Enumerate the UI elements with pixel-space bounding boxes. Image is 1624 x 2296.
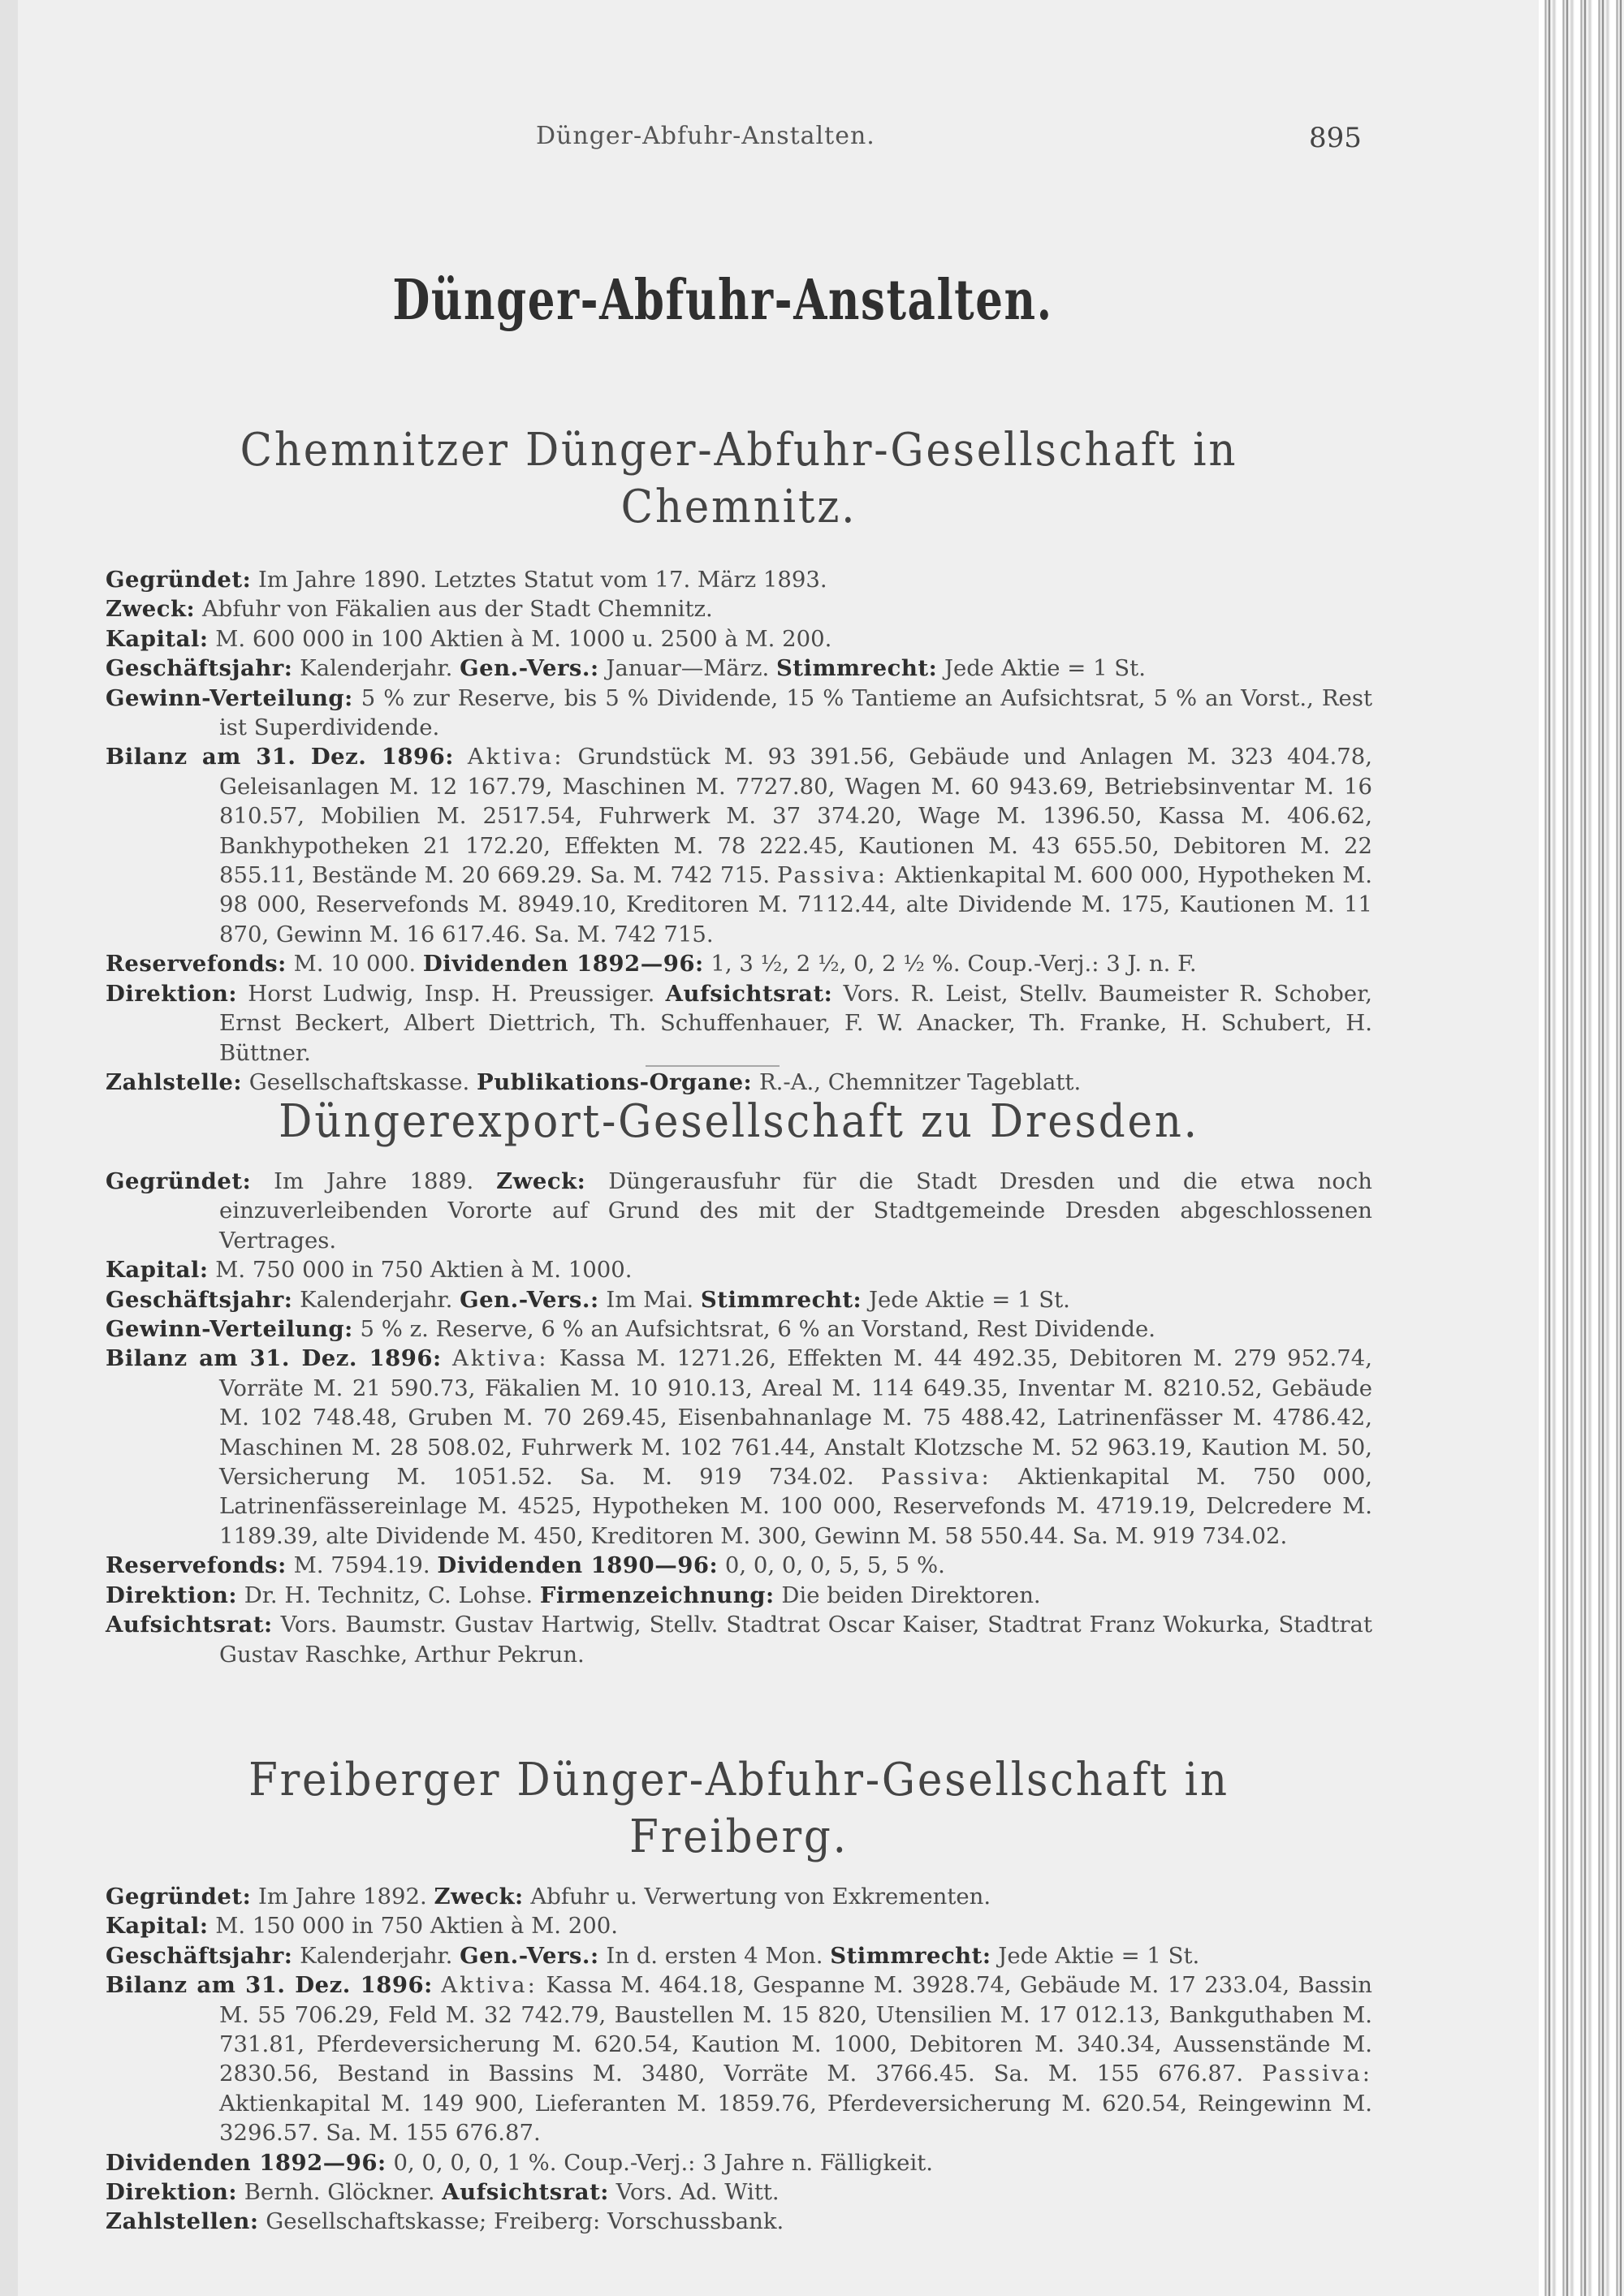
value-profit-distribution: 5 % zur Reserve, bis 5 % Dividende, 15 % Tantieme an Aufsichtsrat, 5 % an Vorst., Rest ist Superdividende. <box>219 684 1372 741</box>
value-paying-agent: Gesellschaftskasse. <box>242 1068 477 1095</box>
value-dividends: 1, 3 ½, 2 ½, 0, 2 ½ %. Coup.-Verj.: 3 J. n. F. <box>703 951 1197 978</box>
label-founded: Gegründet: <box>106 1884 252 1910</box>
book-spine-edge <box>1539 0 1624 2296</box>
value-purpose: Abfuhr von Fäkalien aus der Stadt Chemnitz. <box>195 596 713 623</box>
label-supervisory-board: Aufsichtsrat: <box>106 1612 273 1638</box>
value-management: Horst Ludwig, Insp. H. Preussiger. <box>236 980 666 1007</box>
label-reserve: Reservefonds: <box>106 951 287 978</box>
value-liabilities: Aktienkapital M. 750 000, Latrinenfässereinlage M. 4525, Hypotheken M. 100 000, Reservefonds M. 4719.19, Delcredere M. 1189.39, alte Dividende M. 450, Kreditoren M. 300, Gewinn M. 58 550.44. Sa. M. 919 734.02. <box>219 1464 1373 1549</box>
value-profit-distribution: 5 % z. Reserve, 6 % an Aufsichtsrat, 6 % an Vorstand, Rest Dividende. <box>352 1316 1155 1343</box>
label-liabilities: Passiva: <box>777 862 888 889</box>
label-balance: Bilanz am 31. Dez. 1896: <box>106 1972 433 1999</box>
entry-dividends <box>106 2148 1372 2177</box>
running-title: Dünger-Abfuhr-Anstalten. <box>536 122 875 150</box>
label-purpose: Zweck: <box>496 1168 586 1194</box>
entry-reserve <box>106 1551 1372 1580</box>
value-management: Dr. H. Technitz, C. Lohse. <box>236 1582 540 1608</box>
label-management: Direktion: <box>106 2179 237 2206</box>
label-profit-distribution: Gewinn-Verteilung: <box>106 684 353 711</box>
value-dividends: 0, 0, 0, 0, 5, 5, 5 %. <box>718 1552 945 1579</box>
value-publications: R.-A., Chemnitzer Tageblatt. <box>752 1068 1082 1095</box>
value-reserve: M. 7594.19. <box>286 1552 438 1579</box>
label-capital: Kapital: <box>106 1257 209 1284</box>
label-dividends: Dividenden 1892—96: <box>422 951 704 978</box>
label-founded: Gegründet: <box>106 567 252 593</box>
label-fiscal-year: Geschäftsjahr: <box>106 1286 293 1313</box>
label-signature: Firmenzeichnung: <box>539 1582 775 1608</box>
entry-profit-distribution <box>106 684 1372 743</box>
value-founded: Im Jahre 1892. <box>251 1884 434 1910</box>
label-general-meeting: Gen.-Vers.: <box>460 1942 599 1969</box>
value-capital: M. 150 000 in 750 Aktien à M. 200. <box>208 1913 618 1940</box>
value-capital: M. 600 000 in 100 Aktien à M. 1000 u. 2500 à M. 200. <box>208 625 832 652</box>
label-liabilities: Passiva: <box>880 1464 991 1491</box>
value-general-meeting: Im Mai. <box>598 1286 701 1313</box>
value-supervisory-board: Vors. R. Leist, Stellv. Baumeister R. Schober, Ernst Beckert, Albert Diettrich, Th. Schuffenhauer, F. W. Anacker, Th. Franke, H. Schubert, H. Büttner. <box>219 980 1372 1066</box>
label-balance: Bilanz am 31. Dez. 1896: <box>106 1345 442 1372</box>
company-entry-chemnitz <box>106 422 1372 1097</box>
label-fiscal-year: Geschäftsjahr: <box>106 1942 293 1969</box>
label-profit-distribution: Gewinn-Verteilung: <box>106 1316 353 1343</box>
entry-founded <box>106 1167 1373 1255</box>
value-general-meeting: Januar—März. <box>598 655 776 682</box>
value-capital: M. 750 000 in 750 Aktien à M. 1000. <box>208 1257 633 1284</box>
label-purpose: Zweck: <box>434 1884 524 1910</box>
value-founded: Im Jahre 1889. <box>251 1168 497 1194</box>
page-left-edge <box>0 0 18 2296</box>
entry-profit-distribution <box>106 1314 1372 1344</box>
section-divider <box>646 1065 780 1067</box>
label-supervisory-board: Aufsichtsrat: <box>665 980 833 1007</box>
value-fiscal-year: Kalenderjahr. <box>292 1286 460 1313</box>
entry-balance <box>106 742 1372 949</box>
entry-capital <box>106 624 1372 654</box>
entry-founded <box>106 565 1372 594</box>
label-management: Direktion: <box>106 980 237 1007</box>
value-dividends: 0, 0, 0, 0, 1 %. Coup.-Verj.: 3 Jahre n. Fälligkeit. <box>386 2149 934 2176</box>
entry-reserve <box>106 949 1372 978</box>
label-founded: Gegründet: <box>106 1168 252 1194</box>
value-supervisory-board: Vors. Baumstr. Gustav Hartwig, Stellv. Stadtrat Oscar Kaiser, Stadtrat Franz Wokurka, Stadtrat Gustav Raschke, Arthur Pekrun. <box>219 1612 1372 1668</box>
entry-fiscal-year <box>106 1285 1372 1314</box>
label-dividends: Dividenden 1890—96: <box>437 1552 719 1579</box>
company-details <box>106 1167 1372 1669</box>
value-liabilities: Aktienkapital M. 600 000, Hypotheken M. 98 000, Reservefonds M. 8949.10, Kreditoren M. 7112.44, alte Dividende M. 175, Kautionen M. 11 870, Gewinn M. 16 617.46. Sa. M. 742 715. <box>219 862 1372 947</box>
entry-purpose <box>106 594 1372 624</box>
label-publications: Publikations-Organe: <box>477 1068 753 1095</box>
company-entry-dresden <box>106 1094 1372 1669</box>
company-details <box>106 565 1372 1097</box>
entry-fiscal-year <box>106 1941 1372 1970</box>
company-title: Freiberger Dünger-Abfuhr-Gesellschaft in Freiberg. <box>248 1754 1229 1863</box>
value-voting: Jede Aktie = 1 St. <box>991 1942 1200 1969</box>
label-paying-agents: Zahlstellen: <box>106 2208 259 2235</box>
company-title: Düngerexport-Gesellschaft zu Dresden. <box>279 1095 1199 1148</box>
page-number: 895 <box>1309 122 1362 154</box>
label-liabilities: Passiva: <box>1262 2061 1372 2087</box>
label-management: Direktion: <box>106 1582 237 1608</box>
label-purpose: Zweck: <box>106 596 196 623</box>
value-reserve: M. 10 000. <box>286 951 423 978</box>
entry-capital <box>106 1255 1372 1284</box>
company-entry-freiberg <box>106 1752 1372 2237</box>
label-capital: Kapital: <box>106 625 209 652</box>
value-assets: Grundstück M. 93 391.56, Gebäude und Anlagen M. 323 404.78, Geleisanlagen M. 12 167.79, Maschinen M. 7727.80, Wagen M. 60 943.69, Betriebsinventar M. 16 810.57, Mobilien M. 2517.54, Fuhrwerk M. 37 374.20, Wage M. 1396.50, Kassa M. 406.62, Bankhypotheken 21 172.20, Effekten M. 78 222.45, Kautionen M. 43 655.50, Debitoren M. 22 855.11, Bestände M. 20 669.29. Sa. M. 742 715. <box>219 744 1372 889</box>
entry-paying-agent <box>106 1068 1372 1097</box>
value-purpose: Abfuhr u. Verwertung von Exkrementen. <box>523 1884 991 1910</box>
label-capital: Kapital: <box>106 1913 209 1940</box>
value-paying-agents: Gesellschaftskasse; Freiberg: Vorschussbank. <box>258 2208 784 2235</box>
label-reserve: Reservefonds: <box>106 1552 287 1579</box>
label-supervisory-board: Aufsichtsrat: <box>442 2179 609 2206</box>
entry-management <box>106 2177 1372 2207</box>
entry-fiscal-year <box>106 654 1372 683</box>
section-title: Dünger-Abfuhr-Anstalten. <box>392 268 1053 333</box>
label-voting: Stimmrecht: <box>830 1942 991 1969</box>
label-general-meeting: Gen.-Vers.: <box>460 1286 599 1313</box>
entry-management <box>106 1581 1372 1610</box>
label-dividends: Dividenden 1892—96: <box>106 2149 387 2176</box>
value-liabilities: Aktienkapital M. 149 900, Lieferanten M. 1859.76, Pferdeversicherung M. 620.54, Reingewinn M. 3296.57. Sa. M. 155 676.87. <box>219 2090 1372 2147</box>
value-voting: Jede Aktie = 1 St. <box>937 655 1146 682</box>
entry-balance <box>106 1970 1372 2147</box>
entry-supervisory-board <box>106 1610 1372 1669</box>
value-signature: Die beiden Direktoren. <box>774 1582 1041 1608</box>
entry-paying-agents <box>106 2207 1372 2236</box>
value-voting: Jede Aktie = 1 St. <box>862 1286 1070 1313</box>
label-paying-agent: Zahlstelle: <box>106 1068 243 1095</box>
value-assets: Kassa M. 1271.26, Effekten M. 44 492.35, Debitoren M. 279 952.74, Vorräte M. 21 590.73, Fäkalien M. 10 910.13, Areal M. 114 649.35, Inventar M. 8210.52, Gebäude M. 102 748.48, Gruben M. 70 269.45, Eisenbahnanlage M. 75 488.42, Latrinenfässer M. 4786.42, Maschinen M. 28 508.02, Fuhrwerk M. 102 761.44, Anstalt Klotzsche M. 52 963.19, Kaution M. 50, Versicherung M. 1051.52. Sa. M. 919 734.02. <box>219 1345 1372 1491</box>
value-fiscal-year: Kalenderjahr. <box>292 1942 460 1969</box>
value-founded: Im Jahre 1890. Letztes Statut vom 17. März 1893. <box>251 567 827 593</box>
label-fiscal-year: Geschäftsjahr: <box>106 655 293 682</box>
label-general-meeting: Gen.-Vers.: <box>460 655 599 682</box>
label-voting: Stimmrecht: <box>775 655 938 682</box>
value-fiscal-year: Kalenderjahr. <box>292 655 460 682</box>
entry-management <box>106 979 1372 1068</box>
value-supervisory-board: Vors. Ad. Witt. <box>608 2179 780 2206</box>
value-general-meeting: In d. ersten 4 Mon. <box>598 1942 831 1969</box>
entry-capital <box>106 1911 1372 1940</box>
value-assets: Kassa M. 464.18, Gespanne M. 3928.74, Gebäude M. 17 233.04, Bassin M. 55 706.29, Feld M. 32 742.79, Baustellen M. 15 820, Utensilien M. 17 012.13, Bankguthaben M. 731.81, Pferdeversicherung M. 620.54, Kaution M. 1000, Debitoren M. 340.34, Aussenstände M. 2830.56, Bestand in Bassins M. 3480, Vorräte M. 3766.45. Sa. M. 155 676.87. <box>219 1972 1372 2087</box>
value-purpose: Düngerausfuhr für die Stadt Dresden und die etwa noch einzuverleibenden Vororte auf Grund des mit der Stadtgemeinde Dresden abgeschlossenen Vertrages. <box>219 1168 1373 1254</box>
entry-balance <box>106 1344 1373 1551</box>
label-voting: Stimmrecht: <box>700 1286 862 1313</box>
label-balance: Bilanz am 31. Dez. 1896: <box>106 744 454 770</box>
label-assets: Aktiva: <box>451 1345 549 1372</box>
label-assets: Aktiva: <box>441 1972 538 1999</box>
value-management: Bernh. Glöckner. <box>236 2179 443 2206</box>
entry-founded <box>106 1882 1372 1911</box>
label-assets: Aktiva: <box>467 744 564 770</box>
company-details <box>106 1882 1372 2237</box>
company-title: Chemnitzer Dünger-Abfuhr-Gesellschaft in Chemnitz. <box>240 424 1238 533</box>
